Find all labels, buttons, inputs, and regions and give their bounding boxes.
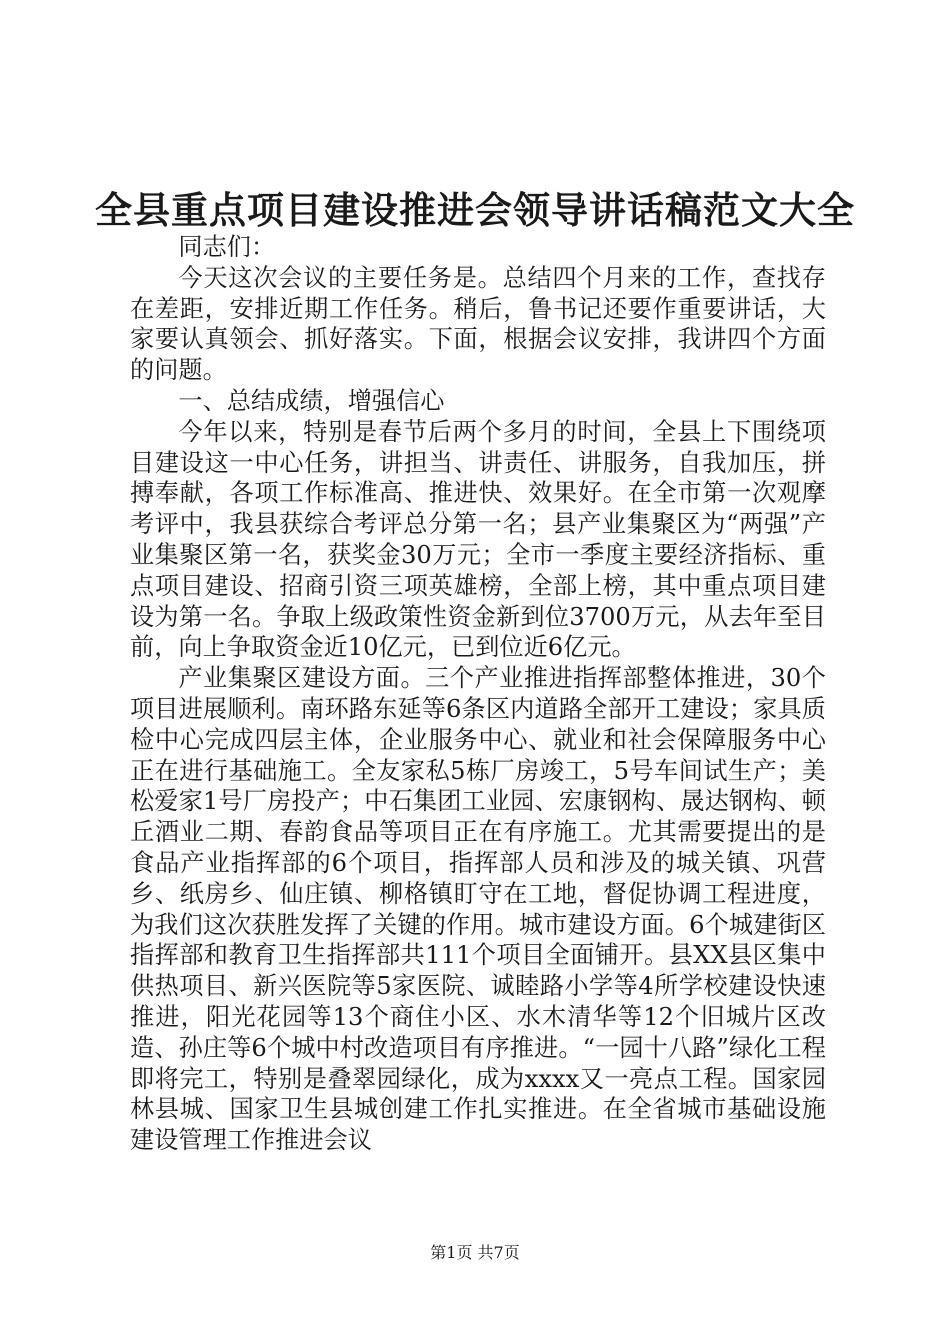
intro-paragraph: 今天这次会议的主要任务是。总结四个月来的工作，查找存在差距，安排近期工作任务。稍后，鲁书记还要作重要讲话，大家要认真领会、抓好落实。下面，根据会议安排，我讲四个方面的问题。 — [130, 263, 826, 385]
industry-cluster-paragraph: 产业集聚区建设方面。三个产业推进指挥部整体推进，30个项目进展顺利。南环路东延等6条区内道路全部开工建设；家具质检中心完成四层主体，企业服务中心、就业和社会保障服务中心正在进行基础施工。全友家私5栋厂房竣工，5号车间试生产；美松爱家1号厂房投产；中石集团工业园、宏康钢构、晟达钢构、顿丘酒业二期、春韵食品等项目正在有序施工。尤其需要提出的是食品产业指挥部的6个项目，指挥部人员和涉及的城关镇、巩营乡、纸房乡、仙庄镇、柳格镇盯守在工地，督促协调工程进度，为我们这次获胜发挥了关键的作用。城市建设方面。6个城建街区指挥部和教育卫生指挥部共111个项目全面铺开。县XX县区集中供热项目、新兴医院等5家医院、诚睦路小学等4所学校建设快速推进，阳光花园等13个商住小区、水木清华等12个旧城片区改造、孙庄等6个城中村改造项目有序推进。“一园十八路”绿化工程即将完工，特别是叠翠园绿化，成为xxxx又一亮点工程。国家园林县城、国家卫生县城创建工作扎实推进。在全省城市基础设施建设管理工作推进会议 — [130, 664, 826, 1155]
section-heading: 一、总结成绩，增强信心 — [178, 386, 445, 415]
page-footer: 第1页 共7页 — [430, 1243, 520, 1262]
salutation-paragraph: 同志们： — [178, 233, 276, 261]
achievements-paragraph: 今年以来，特别是春节后两个多月的时间，全县上下围绕项目建设这一中心任务，讲担当、讲责任、讲服务，自我加压，拼搏奉献，各项工作标准高、推进快、效果好。在全市第一次观摩考评中，我县获综合考评总分第一名；县产业集聚区为“两强”产业集聚区第一名，获奖金30万元；全市一季度主要经济指标、重点项目建设、招商引资三项英雄榜，全部上榜，其中重点项目建设为第一名。争取上级政策性资金新到位3700万元，从去年至目前，向上争取资金近10亿元，已到位近6亿元。 — [130, 417, 826, 662]
document-body — [130, 232, 826, 1156]
document-title: 全县重点项目建设推进会领导讲话稿范文大全 — [95, 188, 855, 232]
